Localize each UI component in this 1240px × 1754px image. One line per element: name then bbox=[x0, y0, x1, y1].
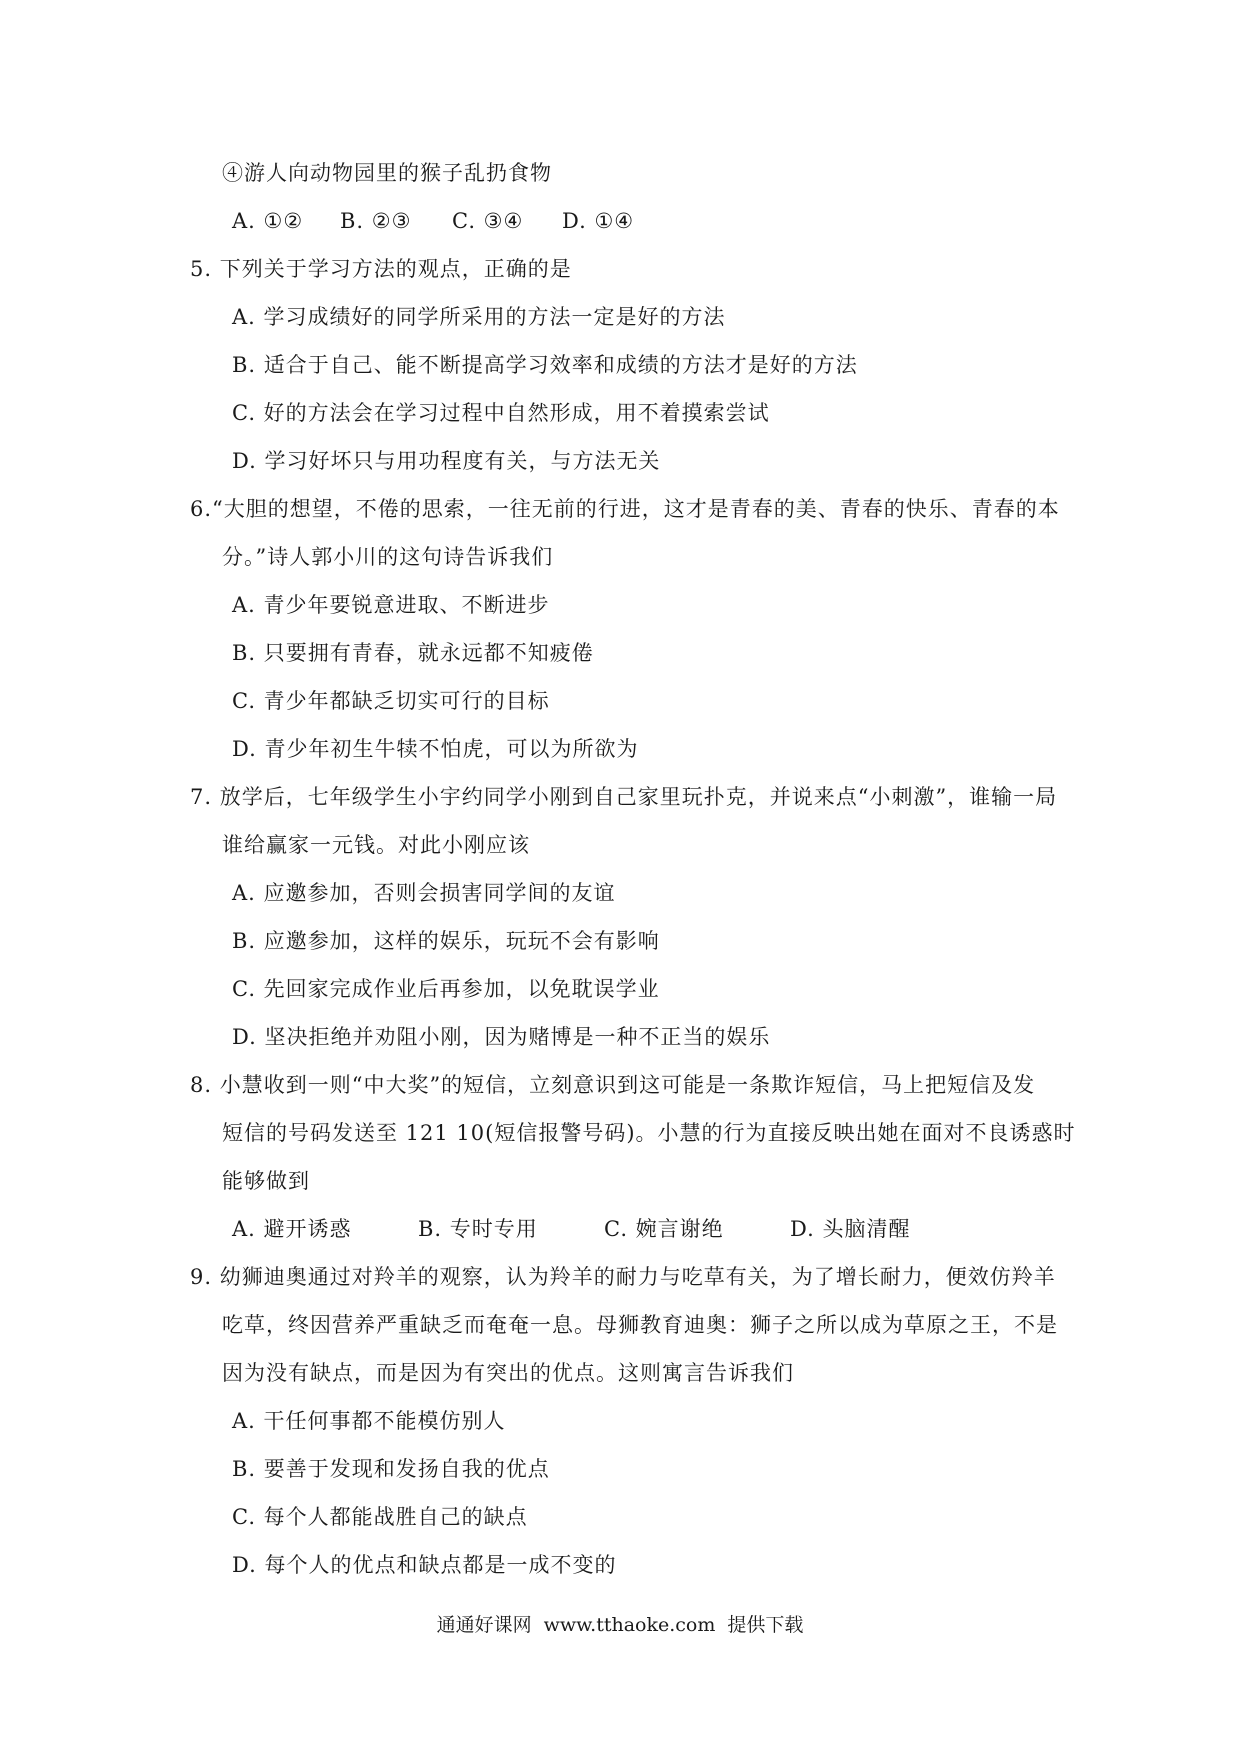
q8-stem-line-3: 能够做到 bbox=[222, 1169, 310, 1193]
q9-option-a: A. 干任何事都不能模仿别人 bbox=[232, 1409, 506, 1433]
q9-option-d: D. 每个人的优点和缺点都是一成不变的 bbox=[232, 1553, 617, 1577]
q4-option-a: A. ①② bbox=[232, 209, 304, 233]
q6-option-b: B. 只要拥有青春，就永远都不知疲倦 bbox=[232, 641, 594, 665]
q5-stem: 5. 下列关于学习方法的观点，正确的是 bbox=[190, 257, 572, 281]
q8-stem-line-2: 短信的号码发送至 121 10(短信报警号码)。小慧的行为直接反映出她在面对不良诱惑时 bbox=[222, 1121, 1076, 1145]
q8-option-d: D. 头脑清醒 bbox=[790, 1217, 911, 1241]
q6-stem-line-1: 6.“大胆的想望，不倦的思索，一往无前的行进，这才是青春的美、青春的快乐、青春的本 bbox=[190, 497, 1060, 521]
footer-suffix: 提供下载 bbox=[727, 1614, 804, 1636]
q7-option-a: A. 应邀参加，否则会损害同学间的友谊 bbox=[232, 881, 616, 905]
q6-option-a: A. 青少年要锐意进取、不断进步 bbox=[232, 593, 550, 617]
q7-option-b: B. 应邀参加，这样的娱乐，玩玩不会有影响 bbox=[232, 929, 660, 953]
q8-option-a: A. 避开诱惑 bbox=[232, 1217, 352, 1241]
q7-stem-line-2: 谁给赢家一元钱。对此小刚应该 bbox=[222, 833, 530, 857]
q4-option-b: B. ②③ bbox=[340, 209, 412, 233]
q7-option-c: C. 先回家完成作业后再参加，以免耽误学业 bbox=[232, 977, 660, 1001]
q8-option-c: C. 婉言谢绝 bbox=[604, 1217, 724, 1241]
q8-stem-line-1: 8. 小慧收到一则“中大奖”的短信，立刻意识到这可能是一条欺诈短信，马上把短信及发 bbox=[190, 1073, 1036, 1097]
q5-option-a: A. 学习成绩好的同学所采用的方法一定是好的方法 bbox=[232, 305, 726, 329]
q9-option-c: C. 每个人都能战胜自己的缺点 bbox=[232, 1505, 528, 1529]
q6-option-d: D. 青少年初生牛犊不怕虎，可以为所欲为 bbox=[232, 737, 639, 761]
q4-option-c: C. ③④ bbox=[452, 209, 524, 233]
q9-option-b: B. 要善于发现和发扬自我的优点 bbox=[232, 1457, 550, 1481]
page-footer bbox=[0, 1612, 1240, 1638]
q4-options bbox=[232, 206, 634, 236]
q9-stem-line-3: 因为没有缺点，而是因为有突出的优点。这则寓言告诉我们 bbox=[222, 1361, 794, 1385]
q6-stem-line-2: 分。”诗人郭小川的这句诗告诉我们 bbox=[222, 545, 554, 569]
q7-stem-line-1: 7. 放学后，七年级学生小宇约同学小刚到自己家里玩扑克，并说来点“小刺激”，谁输一局 bbox=[190, 785, 1058, 809]
q5-option-b: B. 适合于自己、能不断提高学习效率和成绩的方法才是好的方法 bbox=[232, 353, 858, 377]
q5-option-d: D. 学习好坏只与用功程度有关，与方法无关 bbox=[232, 449, 661, 473]
q5-option-c: C. 好的方法会在学习过程中自然形成，用不着摸索尝试 bbox=[232, 401, 770, 425]
q8-option-b: B. 专时专用 bbox=[418, 1217, 538, 1241]
q6-option-c: C. 青少年都缺乏切实可行的目标 bbox=[232, 689, 550, 713]
q9-stem-line-2: 吃草，终因营养严重缺乏而奄奄一息。母狮教育迪奥：狮子之所以成为草原之王，不是 bbox=[222, 1313, 1058, 1337]
q9-stem-line-1: 9. 幼狮迪奥通过对羚羊的观察，认为羚羊的耐力与吃草有关，为了增长耐力，便效仿羚羊 bbox=[190, 1265, 1056, 1289]
q4-item-4: ④游人向动物园里的猴子乱扔食物 bbox=[222, 161, 552, 185]
q8-options bbox=[232, 1214, 910, 1244]
footer-site-name: 通通好课网 bbox=[436, 1614, 532, 1636]
footer-url-link[interactable]: www.tthaoke.com bbox=[543, 1614, 716, 1636]
q7-option-d: D. 坚决拒绝并劝阻小刚，因为赌博是一种不正当的娱乐 bbox=[232, 1025, 771, 1049]
q4-option-d: D. ①④ bbox=[562, 209, 635, 233]
